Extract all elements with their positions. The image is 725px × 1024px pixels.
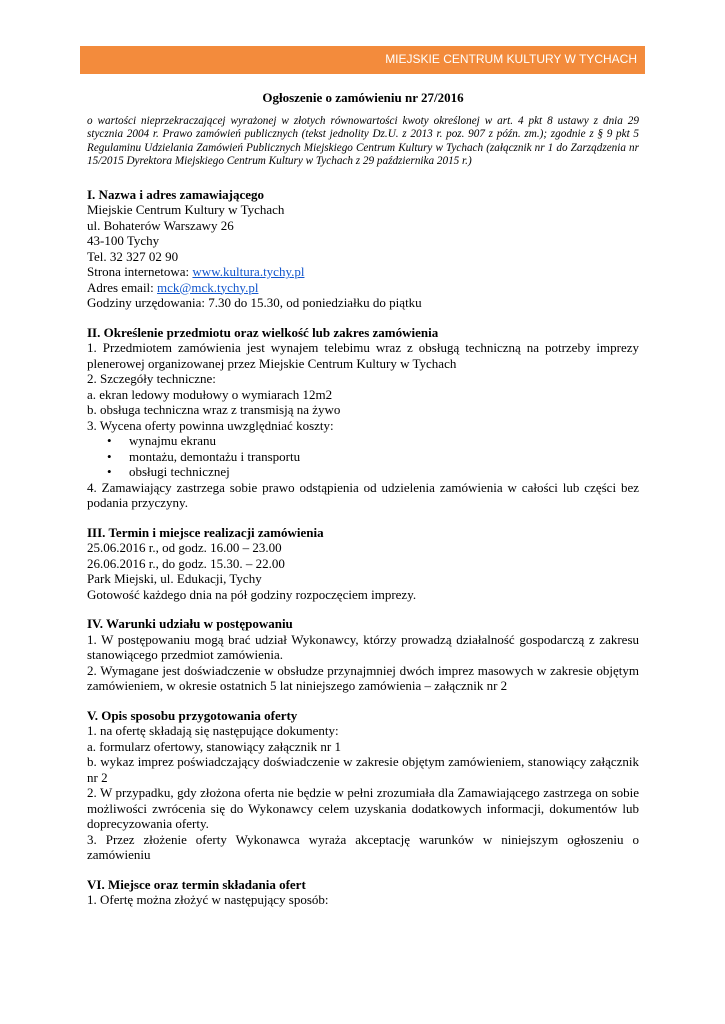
document-body: [87, 90, 639, 922]
list-item: [107, 433, 639, 449]
offer-p1a: a. formularz ofertowy, stanowiący załącznik nr 1: [87, 738, 341, 754]
subject-p4: 4. Zamawiający zastrzega sobie prawo odstąpienia od udzielenia zamówienia w całości lub części bez podania przyczyny.: [87, 479, 639, 510]
date-1: 25.06.2016 r., od godz. 16.00 – 23.00: [87, 540, 282, 555]
org-email-line: [87, 280, 639, 296]
office-hours: Godziny urzędowania: 7.30 do 15.30, od poniedziałku do piątku: [87, 295, 422, 310]
section-conditions: [87, 616, 639, 694]
submission-p1: 1. Ofertę można złożyć w następujący sposób:: [87, 892, 329, 907]
conditions-p1: 1. W postępowaniu mogą brać udział Wykonawcy, którzy prowadzą działalność gospodarczą z zakresu stanowiącego przedmiot zamówienia.: [87, 631, 639, 662]
list-item-text: obsługi technicznej: [129, 464, 230, 479]
list-item: [107, 448, 639, 465]
org-phone: Tel. 32 327 02 90: [87, 248, 179, 264]
org-name: Miejskie Centrum Kultury w Tychach: [87, 202, 285, 217]
intro-paragraph: o wartości nieprzekraczającej wyrażonej w złotych równowartości kwoty określonej w art. 4 pkt 8 ustawy z dnia 29 stycznia 2004 r. Prawo zamówień publicznych (tekst jednolity Dz.U. z 2013 r. poz. 907 z późn. zm.); zgodnie z § 9 pkt 5 Regulaminu Udzielania Zamówień Publicznych Miejskiego Centrum Kultury w Tychach (załącznik nr 1 do Zarządzenia nr 15/2015 Dyrektora Miejskiego Centrum Kultury w Tychach z 29 października 2015 r.): [87, 114, 639, 167]
section-heading: IV. Warunki udziału w postępowaniu: [87, 616, 293, 631]
section-subject: [87, 325, 639, 511]
bullet-icon: •: [107, 448, 112, 464]
list-item: [107, 464, 639, 480]
website-link[interactable]: www.kultura.tychy.pl: [192, 264, 305, 279]
section-contracting-authority: [87, 187, 639, 311]
org-street: ul. Bohaterów Warszawy 26: [87, 217, 234, 233]
cost-list: [87, 433, 639, 480]
header-org-name: MIEJSKIE CENTRUM KULTURY W TYCHACH: [385, 52, 637, 66]
section-heading: V. Opis sposobu przygotowania oferty: [87, 707, 298, 723]
section-heading: III. Termin i miejsce realizacji zamówienia: [87, 524, 324, 540]
section-heading: II. Określenie przedmiotu oraz wielkość lub zakres zamówienia: [87, 324, 439, 340]
section-heading: VI. Miejsce oraz termin składania ofert: [87, 876, 306, 892]
website-label: Strona internetowa:: [87, 264, 193, 279]
subject-p3: 3. Wycena oferty powinna uwzględniać koszty:: [87, 417, 334, 433]
bullet-icon: •: [107, 433, 112, 448]
subject-p2b: b. obsługa techniczna wraz z transmisją na żywo: [87, 402, 341, 417]
conditions-p2: 2. Wymagane jest doświadczenie w obsłudze przynajmniej dwóch imprez masowych w zakresie objętym zamówieniem, w okresie ostatnich 5 lat niniejszego zamówienia – załącznik nr 2: [87, 662, 639, 693]
venue: Park Miejski, ul. Edukacji, Tychy: [87, 571, 262, 586]
readiness-note: Gotowość każdego dnia na pół godziny rozpoczęciem imprezy.: [87, 586, 417, 602]
offer-p3: 3. Przez złożenie oferty Wykonawca wyraża akceptację warunków w niniejszym ogłoszeniu o zamówieniu: [87, 831, 639, 862]
email-label: Adres email:: [87, 279, 158, 295]
section-heading: I. Nazwa i adres zamawiającego: [87, 186, 265, 202]
header-bar: [80, 46, 645, 74]
section-schedule: [87, 525, 639, 603]
list-item-text: wynajmu ekranu: [129, 433, 217, 448]
offer-p2: 2. W przypadku, gdy złożona oferta nie będzie w pełni zrozumiała dla Zamawiającego zastrzega on sobie możliwości zwrócenia się do Wykonawcy celem uzyskania dodatkowych informacji, dokumentów lub doprecyzowania oferty.: [87, 785, 639, 831]
list-item-text: montażu, demontażu i transportu: [129, 448, 301, 464]
subject-p1: 1. Przedmiotem zamówienia jest wynajem telebimu wraz z obsługą techniczną na potrzeby imprezy plenerowej organizowanej przez Miejskie Centrum Kultury w Tychach: [87, 340, 639, 371]
page-title: Ogłoszenie o zamówieniu nr 27/2016: [262, 90, 464, 105]
org-website-line: [87, 264, 639, 280]
subject-p2: 2. Szczegóły techniczne:: [87, 371, 216, 386]
email-link[interactable]: mck@mck.tychy.pl: [157, 279, 259, 295]
date-2: 26.06.2016 r., do godz. 15.30. – 22.00: [87, 555, 285, 571]
section-offer-preparation: [87, 708, 639, 863]
offer-p1: 1. na ofertę składają się następujące dokumenty:: [87, 723, 339, 738]
offer-p1b: b. wykaz imprez poświadczający doświadczenie w zakresie objętym zamówieniem, stanowiący załącznik nr 2: [87, 754, 639, 785]
subject-p2a: a. ekran ledowy modułowy o wymiarach 12m2: [87, 386, 333, 402]
section-submission: [87, 877, 639, 908]
bullet-icon: •: [107, 464, 112, 479]
org-city: 43-100 Tychy: [87, 233, 160, 248]
